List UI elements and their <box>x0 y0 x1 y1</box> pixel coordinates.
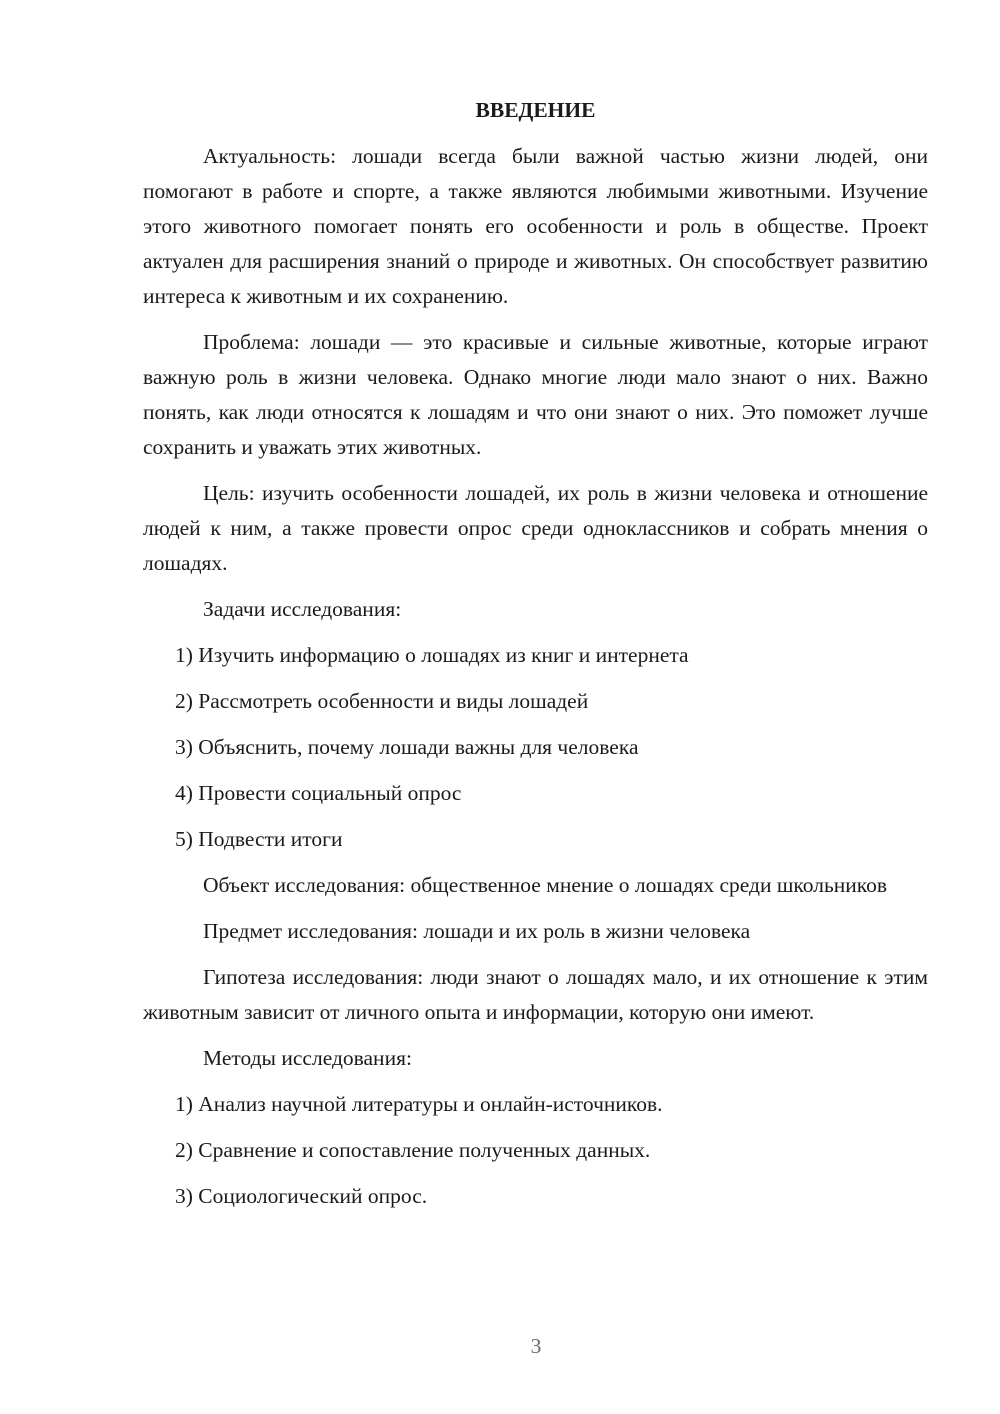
task-item: 1) Изучить информацию о лошадях из книг и интернета <box>175 643 689 667</box>
relevance-paragraph: Актуальность: лошади всегда были важной частью жизни людей, они помогают в работе и спорте, а также являются любимыми животными. Изучение этого животного помогает понять его особенности и роль в обществе. Проект актуален для расширения знаний о природе и животных. Он способствует развитию интереса к животным и их сохранению. <box>143 144 928 308</box>
task-item: 5) Подвести итоги <box>175 827 343 851</box>
method-item: 1) Анализ научной литературы и онлайн-источников. <box>175 1092 663 1116</box>
problem-paragraph: Проблема: лошади — это красивые и сильные животные, которые играют важную роль в жизни человека. Однако многие люди мало знают о них. Важно понять, как люди относятся к лошадям и что они знают о них. Это поможет лучше сохранить и уважать этих животных. <box>143 330 928 459</box>
hypothesis-paragraph: Гипотеза исследования: люди знают о лошадях мало, и их отношение к этим животным зависит от личного опыта и информации, которую они имеют. <box>143 965 928 1024</box>
object-paragraph: Объект исследования: общественное мнение о лошадях среди школьников <box>203 873 888 897</box>
methods-label: Методы исследования: <box>203 1046 412 1070</box>
task-item: 4) Провести социальный опрос <box>175 781 462 805</box>
method-item: 3) Социологический опрос. <box>175 1184 428 1208</box>
goal-paragraph: Цель: изучить особенности лошадей, их роль в жизни человека и отношение людей к ним, а также провести опрос среди одноклассников и собрать мнения о лошадях. <box>143 481 928 575</box>
task-item: 2) Рассмотреть особенности и виды лошадей <box>175 689 589 713</box>
document-page <box>143 96 928 1225</box>
tasks-label: Задачи исследования: <box>203 597 402 621</box>
subject-paragraph: Предмет исследования: лошади и их роль в жизни человека <box>203 919 751 943</box>
page-number: 3 <box>530 1334 542 1358</box>
task-item: 3) Объяснить, почему лошади важны для человека <box>175 735 639 759</box>
method-item: 2) Сравнение и сопоставление полученных данных. <box>175 1138 651 1162</box>
page-title: ВВЕДЕНИЕ <box>475 98 596 122</box>
